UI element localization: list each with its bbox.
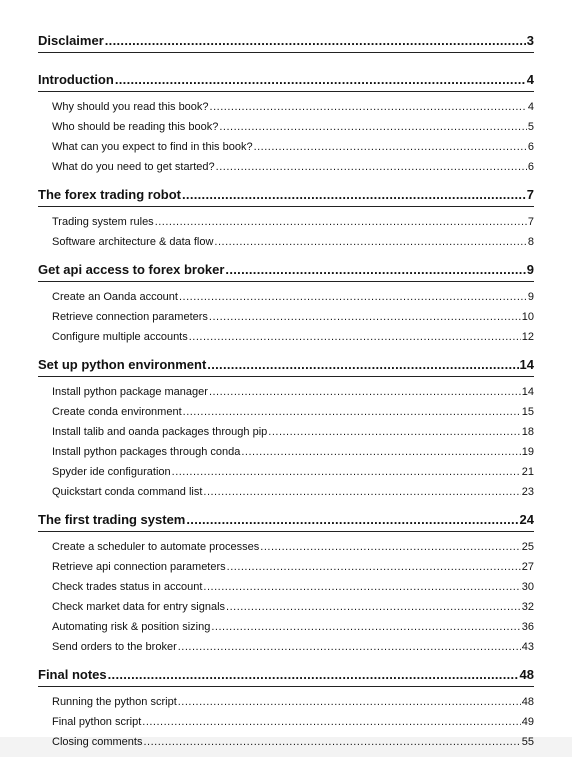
- entry-page-number: 5: [527, 121, 534, 133]
- toc-entry[interactable]: [38, 617, 534, 637]
- entry-title: Install python package manager: [52, 386, 208, 398]
- toc-entry[interactable]: [38, 537, 534, 557]
- toc-entry[interactable]: [38, 442, 534, 462]
- toc-entry[interactable]: [38, 307, 534, 327]
- toc-chapter[interactable]: [38, 354, 534, 377]
- entry-page-number: 25: [521, 541, 534, 553]
- toc-entry[interactable]: [38, 462, 534, 482]
- toc-section-list: [38, 532, 534, 662]
- entry-page-number: 27: [521, 561, 534, 573]
- chapter-title: Get api access to forex broker: [38, 262, 225, 277]
- dot-leader: [115, 69, 526, 91]
- dot-leader: [216, 157, 527, 177]
- toc-entry[interactable]: [38, 637, 534, 657]
- chapter-title: The first trading system: [38, 512, 186, 527]
- dot-leader: [105, 30, 526, 52]
- entry-title: Final python script: [52, 716, 142, 728]
- entry-title: Retrieve api connection parameters: [52, 561, 226, 573]
- entry-title: Running the python script: [52, 696, 177, 708]
- table-of-contents: [38, 30, 534, 757]
- entry-title: Who should be reading this book?: [52, 121, 219, 133]
- chapter-page-number: 9: [526, 262, 534, 277]
- dot-leader: [182, 184, 526, 206]
- entry-title: Install talib and oanda packages through pip: [52, 426, 268, 438]
- entry-title: Retrieve connection parameters: [52, 311, 208, 323]
- chapter-page-number: 14: [519, 357, 534, 372]
- dot-leader: [209, 382, 521, 402]
- toc-entry[interactable]: [38, 117, 534, 137]
- dot-leader: [189, 327, 521, 347]
- entry-title: Software architecture & data flow: [52, 236, 214, 248]
- dot-leader: [172, 462, 521, 482]
- chapter-page-number: 3: [526, 33, 534, 48]
- entry-page-number: 14: [521, 386, 534, 398]
- chapter-page-number: 48: [519, 667, 534, 682]
- chapter-title: The forex trading robot: [38, 187, 181, 202]
- chapter-page-number: 7: [526, 187, 534, 202]
- toc-chapter[interactable]: [38, 259, 534, 282]
- toc-entry[interactable]: [38, 692, 534, 712]
- entry-title: What do you need to get started?: [52, 161, 215, 173]
- section-spacer: [38, 53, 534, 67]
- toc-entry[interactable]: [38, 287, 534, 307]
- dot-leader: [211, 617, 520, 637]
- entry-title: Send orders to the broker: [52, 641, 177, 653]
- toc-section-list: [38, 377, 534, 507]
- entry-title: Create a scheduler to automate processes: [52, 541, 260, 553]
- toc-entry[interactable]: [38, 382, 534, 402]
- toc-entry[interactable]: [38, 327, 534, 347]
- toc-entry[interactable]: [38, 597, 534, 617]
- dot-leader: [241, 442, 520, 462]
- dot-leader: [203, 482, 520, 502]
- toc-entry[interactable]: [38, 482, 534, 502]
- dot-leader: [219, 117, 527, 137]
- toc-chapter[interactable]: [38, 664, 534, 687]
- toc-chapter[interactable]: [38, 184, 534, 207]
- entry-title: Quickstart conda command list: [52, 486, 203, 498]
- dot-leader: [254, 137, 527, 157]
- toc-chapter[interactable]: [38, 30, 534, 53]
- dot-leader: [268, 422, 520, 442]
- chapter-title: Final notes: [38, 667, 107, 682]
- entry-page-number: 36: [521, 621, 534, 633]
- entry-page-number: 8: [527, 236, 534, 248]
- toc-section-list: [38, 207, 534, 257]
- dot-leader: [225, 259, 525, 281]
- dot-leader: [178, 692, 521, 712]
- entry-title: Check market data for entry signals: [52, 601, 226, 613]
- entry-page-number: 12: [521, 331, 534, 343]
- entry-page-number: 49: [521, 716, 534, 728]
- dot-leader: [143, 732, 520, 752]
- entry-page-number: 55: [521, 736, 534, 748]
- entry-page-number: 23: [521, 486, 534, 498]
- entry-title: Closing comments: [52, 736, 143, 748]
- entry-title: What can you expect to find in this book?: [52, 141, 253, 153]
- entry-page-number: 9: [527, 291, 534, 303]
- toc-section-list: [38, 282, 534, 352]
- entry-page-number: 19: [521, 446, 534, 458]
- toc-entry[interactable]: [38, 732, 534, 752]
- dot-leader: [210, 97, 527, 117]
- toc-entry[interactable]: [38, 157, 534, 177]
- dot-leader: [209, 307, 521, 327]
- toc-section-list: [38, 687, 534, 757]
- toc-entry[interactable]: [38, 212, 534, 232]
- entry-page-number: 32: [521, 601, 534, 613]
- chapter-page-number: 24: [519, 512, 534, 527]
- dot-leader: [155, 212, 527, 232]
- toc-chapter[interactable]: [38, 509, 534, 532]
- entry-page-number: 30: [521, 581, 534, 593]
- entry-page-number: 48: [521, 696, 534, 708]
- entry-title: Install python packages through conda: [52, 446, 241, 458]
- entry-title: Create conda environment: [52, 406, 182, 418]
- entry-title: Spyder ide configuration: [52, 466, 171, 478]
- toc-entry[interactable]: [38, 97, 534, 117]
- toc-entry[interactable]: [38, 402, 534, 422]
- entry-title: Create an Oanda account: [52, 291, 178, 303]
- entry-title: Automating risk & position sizing: [52, 621, 211, 633]
- dot-leader: [142, 712, 520, 732]
- dot-leader: [203, 577, 520, 597]
- dot-leader: [227, 557, 521, 577]
- dot-leader: [186, 509, 518, 531]
- dot-leader: [260, 537, 520, 557]
- dot-leader: [178, 637, 521, 657]
- chapter-title: Disclaimer: [38, 33, 104, 48]
- dot-leader: [226, 597, 521, 617]
- entry-page-number: 6: [527, 141, 534, 153]
- dot-leader: [207, 354, 518, 376]
- entry-title: Configure multiple accounts: [52, 331, 188, 343]
- toc-entry[interactable]: [38, 577, 534, 597]
- entry-title: Trading system rules: [52, 216, 154, 228]
- entry-page-number: 15: [521, 406, 534, 418]
- entry-page-number: 4: [527, 101, 534, 113]
- chapter-title: Introduction: [38, 72, 114, 87]
- toc-chapter[interactable]: [38, 69, 534, 92]
- toc-entry[interactable]: [38, 712, 534, 732]
- entry-page-number: 21: [521, 466, 534, 478]
- toc-entry[interactable]: [38, 137, 534, 157]
- dot-leader: [179, 287, 527, 307]
- entry-title: Check trades status in account: [52, 581, 203, 593]
- dot-leader: [214, 232, 526, 252]
- entry-page-number: 18: [521, 426, 534, 438]
- entry-page-number: 10: [521, 311, 534, 323]
- entry-page-number: 6: [527, 161, 534, 173]
- toc-entry[interactable]: [38, 422, 534, 442]
- entry-page-number: 7: [527, 216, 534, 228]
- dot-leader: [108, 664, 519, 686]
- dot-leader: [183, 402, 521, 422]
- chapter-page-number: 4: [526, 72, 534, 87]
- toc-entry[interactable]: [38, 557, 534, 577]
- toc-entry[interactable]: [38, 232, 534, 252]
- entry-title: Why should you read this book?: [52, 101, 209, 113]
- toc-section-list: [38, 92, 534, 182]
- chapter-title: Set up python environment: [38, 357, 207, 372]
- entry-page-number: 43: [521, 641, 534, 653]
